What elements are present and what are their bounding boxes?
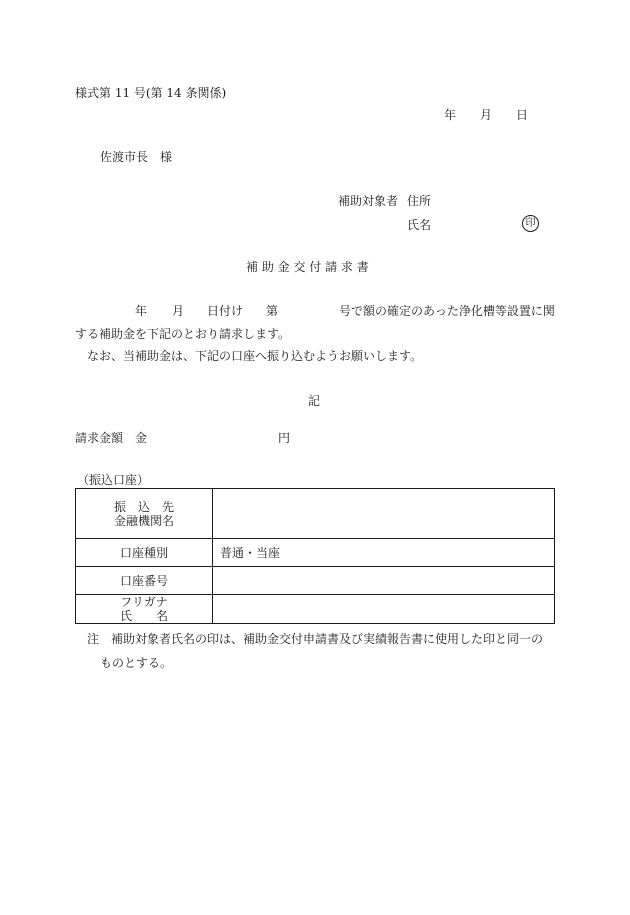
body-month: 月: [172, 304, 185, 318]
date-month-label: 月: [480, 108, 493, 122]
account-table: [75, 488, 555, 624]
table-row: [76, 539, 555, 567]
amount-label: 請求金額 金: [75, 431, 148, 445]
body-year: 年: [135, 304, 148, 318]
applicant-role-label: 補助対象者: [338, 194, 399, 208]
bank-label-line1: 振 込 先: [113, 499, 174, 514]
bank-label-line2: 金融機関名: [113, 513, 174, 528]
date-year-label: 年: [444, 108, 457, 122]
date-day-label: 日: [516, 108, 529, 122]
body-dated: 日付け: [207, 304, 244, 318]
body-dai: 第: [266, 304, 279, 318]
account-type-value: 普通・当座: [213, 539, 555, 567]
bank-label-cell: [76, 489, 213, 539]
note-line2: ものとする。: [100, 656, 173, 670]
name-label: 氏名: [407, 218, 432, 232]
seal-mark: 印: [522, 215, 539, 232]
addressee: 佐渡市長 様: [100, 150, 173, 164]
holder-furigana-label: フリガナ: [120, 595, 168, 609]
document-title: 補 助 金 交 付 請 求 書: [246, 260, 369, 274]
transfer-account-heading: （振込口座）: [77, 473, 150, 487]
body-line3: なお、当補助金は、下記の口座へ振り込むようお願いします。: [87, 349, 423, 363]
ki-mark: 記: [308, 394, 321, 408]
form-number: 様式第 11 号(第 14 条関係): [75, 86, 227, 100]
table-row: [76, 595, 555, 624]
holder-label-cell: [76, 595, 213, 624]
account-number-field[interactable]: [213, 567, 555, 595]
address-label: 住所: [407, 194, 432, 208]
note-line1: 注 補助対象者氏名の印は、補助金交付申請書及び実績報告書に使用した印と同一の: [87, 632, 544, 646]
bank-name-field[interactable]: [213, 489, 555, 539]
table-row: [76, 489, 555, 539]
body-line2: する補助金を下記のとおり請求します。: [75, 327, 291, 341]
account-type-label: 口座種別: [76, 539, 213, 567]
amount-unit: 円: [278, 431, 291, 445]
account-number-label: 口座番号: [76, 567, 213, 595]
body-line1-rest: 号で額の確定のあった浄化槽等設置に関: [339, 304, 555, 318]
holder-name-label: 氏 名: [119, 609, 168, 623]
table-row: [76, 567, 555, 595]
holder-name-field[interactable]: [213, 595, 555, 624]
